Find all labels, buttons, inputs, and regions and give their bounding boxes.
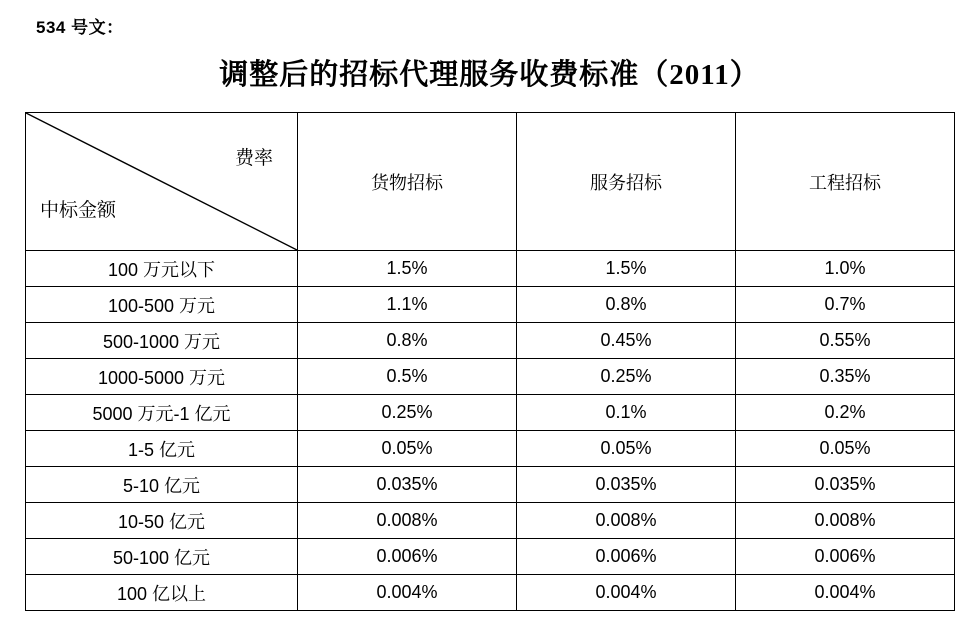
row-value-service: 0.8%	[517, 287, 736, 323]
row-value-engineering: 0.35%	[736, 359, 955, 395]
row-value-service: 0.45%	[517, 323, 736, 359]
row-label: 1-5 亿元	[26, 431, 298, 467]
fee-standard-table	[25, 112, 955, 611]
row-value-service: 0.006%	[517, 539, 736, 575]
row-label: 100 亿以上	[26, 575, 298, 611]
row-value-service: 0.008%	[517, 503, 736, 539]
table-row	[26, 395, 955, 431]
row-value-goods: 1.1%	[298, 287, 517, 323]
table-corner-header	[26, 113, 298, 251]
diagonal-divider-icon	[26, 113, 297, 250]
row-value-goods: 0.035%	[298, 467, 517, 503]
row-value-goods: 0.5%	[298, 359, 517, 395]
row-value-engineering: 0.008%	[736, 503, 955, 539]
row-value-service: 0.05%	[517, 431, 736, 467]
column-header-goods: 货物招标	[298, 113, 517, 251]
row-value-engineering: 0.035%	[736, 467, 955, 503]
row-value-service: 0.035%	[517, 467, 736, 503]
row-value-service: 0.25%	[517, 359, 736, 395]
row-label: 10-50 亿元	[26, 503, 298, 539]
row-value-goods: 0.05%	[298, 431, 517, 467]
table-row	[26, 467, 955, 503]
table-row	[26, 323, 955, 359]
document-reference: 534 号文：	[36, 18, 124, 37]
row-value-engineering: 0.006%	[736, 539, 955, 575]
row-value-goods: 0.004%	[298, 575, 517, 611]
table-row	[26, 575, 955, 611]
corner-amount-label: 中标金额	[40, 200, 117, 221]
row-value-service: 0.004%	[517, 575, 736, 611]
row-label: 100 万元以下	[26, 251, 298, 287]
row-value-engineering: 0.004%	[736, 575, 955, 611]
row-label: 100-500 万元	[26, 287, 298, 323]
row-value-goods: 0.008%	[298, 503, 517, 539]
column-header-engineering: 工程招标	[736, 113, 955, 251]
row-value-service: 1.5%	[517, 251, 736, 287]
table-row	[26, 251, 955, 287]
row-label: 500-1000 万元	[26, 323, 298, 359]
row-value-engineering: 0.05%	[736, 431, 955, 467]
row-value-goods: 0.006%	[298, 539, 517, 575]
row-value-goods: 0.25%	[298, 395, 517, 431]
row-value-engineering: 0.2%	[736, 395, 955, 431]
table-row	[26, 287, 955, 323]
column-header-service: 服务招标	[517, 113, 736, 251]
corner-rate-label: 费率	[234, 148, 273, 169]
table-row	[26, 431, 955, 467]
row-value-engineering: 0.7%	[736, 287, 955, 323]
row-value-goods: 0.8%	[298, 323, 517, 359]
table-row	[26, 503, 955, 539]
row-value-engineering: 0.55%	[736, 323, 955, 359]
row-label: 1000-5000 万元	[26, 359, 298, 395]
fee-standard-table-container	[25, 112, 954, 611]
row-label: 5-10 亿元	[26, 467, 298, 503]
row-label: 50-100 亿元	[26, 539, 298, 575]
page-title: 调整后的招标代理服务收费标准（2011）	[219, 59, 760, 91]
row-value-service: 0.1%	[517, 395, 736, 431]
row-value-engineering: 1.0%	[736, 251, 955, 287]
table-header-row	[26, 113, 955, 251]
table-row	[26, 359, 955, 395]
row-value-goods: 1.5%	[298, 251, 517, 287]
row-label: 5000 万元-1 亿元	[26, 395, 298, 431]
table-row	[26, 539, 955, 575]
